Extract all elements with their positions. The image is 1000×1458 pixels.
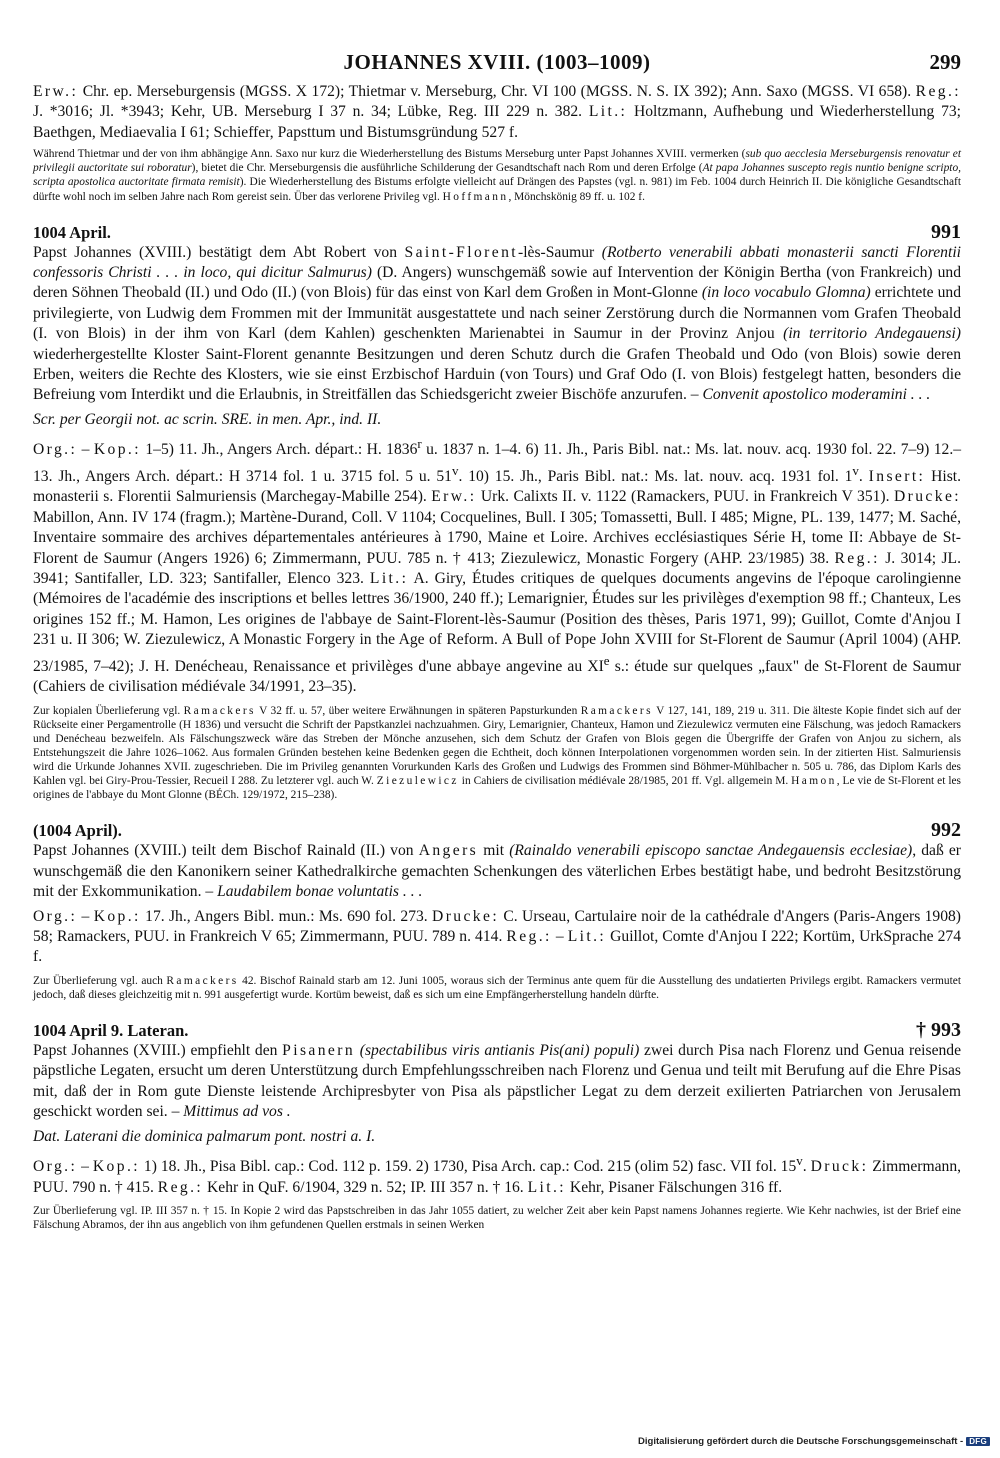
entry-date: (1004 April). [33, 821, 122, 841]
credit-text: Digitalisierung gefördert durch die Deutsche Forschungsgemeinschaft - [638, 1436, 964, 1447]
intro-note: Während Thietmar und der von ihm abhängige Ann. Saxo nur kurz die Wiederherstellung des Bistums Merseburg unter Papst Johannes XVIII. vermerken (sub quo aecclesia Merseburgensis renovatur et privilegii auctoritate sui roboratur), bietet die Chr. Merseburgensis die ausführliche Schilderung der Gesandtschaft nach Rom und deren Erfolge (At papa Johannes suscepto regis nuntio benigne scripto, scripta apostolica auctoritate firmata remisit). Die Wiederherstellung des Bistums erfolgte vielleicht auf Drängen des Papstes (vgl. n. 981) im Feb. 1004 durch Heinrich II. Die königliche Gesandtschaft dürfte wohl noch im selben Jahre nach Rom gereist sein. Über das verlorene Privileg vgl. Hoffmann, Mönchskönig 89 ff. u. 102 f. [33, 148, 961, 203]
entry-991-heading [33, 222, 961, 243]
entry-993-dating: Dat. Laterani die dominica palmarum pont. nostri a. I. [33, 1127, 376, 1145]
running-header [33, 46, 961, 82]
entry-993-references: Org.: – Kop.: 1) 18. Jh., Pisa Bibl. cap.: Cod. 112 p. 159. 2) 1730, Pisa Arch. cap.: Cod. 215 (olim 52) fasc. VII fol. 15$^v$. Druck: Zimmermann, PUU. 790 n. † 415. Reg.: Kehr in QuF. 6/1904, 329 n. 52; IP. III 357 n. † 16. Lit.: Kehr, Pisaner Fälschungen 316 ff. [33, 1153, 962, 1196]
entry-991-dating: Scr. per Georgii not. ac scrin. SRE. in men. Apr., ind. II. [33, 410, 382, 428]
entry-992-heading [33, 820, 961, 841]
entry-993-summary: Papst Johannes (XVIII.) empfiehlt den Pisanern (spectabilibus viris antianis Pis(ani) populi) zwei durch Pisa nach Florenz und Genua reisende päpstliche Legaten, ersucht um deren Unterstützung durch Empfehlungsschreiben nach Florenz und Genua und teilt mit Berufung auf die Ehre Pisas mit, daß der in Rom gute Dienste leistende Archipresbyter von Pisa als päpstlicher Legat zu dem derzeit exilierten Patriarchen von Jerusalem geschickt worden sei. – Mittimus ad vos . [33, 1041, 962, 1121]
page [33, 46, 961, 1232]
running-title: JOHANNES XVIII. (1003–1009) [343, 50, 651, 74]
entry-991-note: Zur kopialen Überlieferung vgl. Ramackers V 32 ff. u. 57, über weitere Erwähnungen in späteren Papsturkunden Ramackers V 127, 141, 189, 219 u. 311. Die älteste Kopie findet sich auf der Rückseite einer Pergamentrolle (H 1836) und versucht die Schrift der Papstkanzlei nachzuahmen. Giry, Lemarignier, Chanteux, Hamon und Ziezulewicz vermuten eine Fälschung, was jedoch Ramackers und Denécheau bezweifeln. Als Fälschungszweck wäre das Streben der Mönche anzusehen, sich dem Schutz der Grafen von Blois gegen die Übergriffe der Grafen von Anjou zu sichern, als Entstehungszeit die Jahre 1026–1062. Aus formalen Gründen bestehen keine Bedenken gegen die Echtheit, doch können Interpolationen vorgenommen worden sein. In der zitierten Hist. Salmuriensis wird die Urkunde Johannes XVII. zugeschrieben. Die im Privileg genannten Vorurkunden Karls des Großen und Ludwigs des Frommen sind Böhmer-Mühlbacher n. 505 u. 786, das Diplom Karls des Kahlen vgl. bei Giry-Prou-Tessier, Recueil I 288. Zu letzterer vgl. auch W. Ziezulewicz in Cahiers de civilisation médiévale 28/1985, 201 ff. Vgl. allgemein M. Hamon, Le vie de St-Florent et les origines de l'abbaye du Mont Glonne (BÉCh. 129/1972, 215–238). [33, 704, 961, 802]
entry-991-references: Org.: – Kop.: 1–5) 11. Jh., Angers Arch. départ.: H. 1836$^r$ u. 1837 n. 1–4. 6) 11. Jh., Paris Bibl. nat.: Ms. lat. nouv. acq. 1930 fol. 22. 7–9) 12.–13. Jh., Angers Arch. départ.: H 3714 fol. 1 u. 3715 fol. 5 u. 51$^v$. 10) 15. Jh., Paris Bibl. nat.: Ms. lat. nouv. acq. 1931 fol. 1$^v$. Insert: Hist. monasterii s. Florentii Salmuriensis (Marchegay-Mabille 254). Erw.: Urk. Calixts II. v. 1122 (Ramackers, PUU. in Frankreich V 351). Drucke: Mabillon, Ann. IV 174 (fragm.); Martène-Durand, Coll. V 1104; Cocquelines, Bull. I 305; Tomassetti, Bull. I 485; Migne, PL. 139, 1477; M. Saché, Inventaire sommaire des archives départementales antérieures à 1790, Maine et Loire. Archives ecclésiastiques Série H, tome II: Abbaye de St-Florent de Saumur (Angers 1926) 6; Zimmermann, PUU. 785 n. † 413; Ziezulewicz, Monastic Forgery (AHP. 23/1985) 38. Reg.: J. 3014; JL. 3941; Santifaller, LD. 323; Santifaller, Elenco 323. Lit.: A. Giry, Études critiques de quelques documents angevins de l'époque carolingienne (Mémoires de l'académie des inscriptions et belles lettres 36/1900, 240 ff.); Lemarignier, Études sur les privilèges d'exemption 98 ff.; Chanteux, Les origines 152 ff.; M. Hamon, Les origines de l'abbaye de Saint-Florent-lès-Saumur (Position des thèses, Paris 1971, 99); Guillot, Comte d'Anjou I 231 u. II 306; W. Ziezulewicz, A Monastic Forgery in the Age of Reform. A Bull of Pope John XVIII for St-Florent de Saumur (April 1004) (AHP. 23/1985, 7–42); J. H. Denécheau, Renaissance et privilèges d'une abbaye angevine au XIe s.: étude sur quelques „faux" de St-Florent de Saumur (Cahiers de civilisation médiévale 34/1991, 23–35). [33, 436, 962, 696]
intro-references: Erw.: Chr. ep. Merseburgensis (MGSS. X 172); Thietmar v. Merseburg, Chr. VI 100 (MGSS. N. S. IX 392); Ann. Saxo (MGSS. VI 658). Reg.: J. *3016; Jl. *3943; Kehr, UB. Merseburg I 37 n. 34; Lübke, Reg. III 229 n. 382. Lit.: Holtzmann, Aufhebung und Wiederherstellung 73; Baethgen, Mediaevalia I 61; Schieffer, Papsttum und Bistumsgründung 527 f. [33, 83, 962, 141]
entry-date: 1004 April 9. Lateran. [33, 1020, 189, 1040]
entry-993-heading [33, 1020, 961, 1041]
entry-991-summary: Papst Johannes (XVIII.) bestätigt dem Abt Robert von Saint-Florent-lès-Saumur (Rotberto venerabili abbati monasterii sancti Florentii confessoris Christi . . . in loco, qui dicitur Salmurus) (D. Angers) wunschgemäß sowie auf Intervention der Königin Bertha (von Frankreich) und deren Söhnen Theobald (II.) und Odo (II.) (von Blois) für das einst von Karl dem Großen in Mont-Glonne (in loco vocabulo Glomna) errichtete und privilegierte, von Ludwig dem Frommen mit der Immunität ausgestattete und nach seiner Zerstörung durch die Normannen vom Grafen Theobald (I. von Blois) in der ihm von Karl (dem Kahlen) geschenkten Marienabtei in Saumur in der Provinz Anjou (in territorio Andegauensi) wiederhergestellte Kloster Saint-Florent genannte Besitzungen und deren Schutz durch die Grafen Theobald und Odo (von Blois) sowie deren Erben, weiters die Rechte des Klosters, wie sie einst Erzbischof Harduin (von Tours) und Graf Odo (I. von Blois) festgelegt hatten, besonders die Befreiung vom Interdikt und die Erlaubnis, in Streitfällen das Schiedsgericht zweier Bischöfe anzurufen. – Convenit apostolico moderamini . . . [33, 243, 962, 404]
entry-number: 992 [931, 819, 961, 842]
entry-number: † 993 [916, 1018, 961, 1041]
entry-992-summary: Papst Johannes (XVIII.) teilt dem Bischof Rainald (II.) von Angers mit (Rainaldo venerabili episcopo sanctae Andegauensis ecclesiae), daß er wunschgemäß die den Kanonikern seiner Kathedralkirche gemachten Schenkungen des väterlichen Erbes bestätigt habe, und bedroht Besitzstörung mit der Exkommunikation. – Laudabilem bonae voluntatis . . . [33, 842, 961, 901]
digitization-credit [638, 1436, 990, 1447]
entry-992-references: Org.: – Kop.: 17. Jh., Angers Bibl. mun.: Ms. 690 fol. 273. Drucke: C. Urseau, Cartulaire noir de la cathédrale d'Angers (Paris-Angers 1908) 58; Ramackers, PUU. in Frankreich V 65; Zimmermann, PUU. 789 n. 414. Reg.: – Lit.: Guillot, Comte d'Anjou I 222; Kortüm, UrkSprache 274 f. [33, 907, 962, 966]
entry-number: 991 [931, 220, 961, 243]
entry-992-note: Zur Überlieferung vgl. auch Ramackers 42. Bischof Rainald starb am 12. Juni 1005, woraus sich der Terminus ante quem für die Ausstellung des undatierten Privilegs ergibt. Ramackers vermutet jedoch, daß dieses gleichzeitig mit n. 991 ausgefertigt wurde. Kortüm beweist, daß es sich um eine Empfängerherstellung handeln dürfte. [33, 974, 961, 1001]
entry-date: 1004 April. [33, 222, 111, 242]
page-number: 299 [929, 50, 961, 74]
dfg-logo: DFG [966, 1437, 990, 1446]
entry-993-note: Zur Überlieferung vgl. IP. III 357 n. † 15. In Kopie 2 wird das Papstschreiben in das Jahr 1055 datiert, zu welcher Zeit aber kein Papst namens Johannes regierte. Wie Kehr nachwies, ist der Brief eine Fälschung Abramos, der ihn aus angeblich von ihm gefundenen Quellen erstmals in seinen Werken [33, 1205, 961, 1232]
